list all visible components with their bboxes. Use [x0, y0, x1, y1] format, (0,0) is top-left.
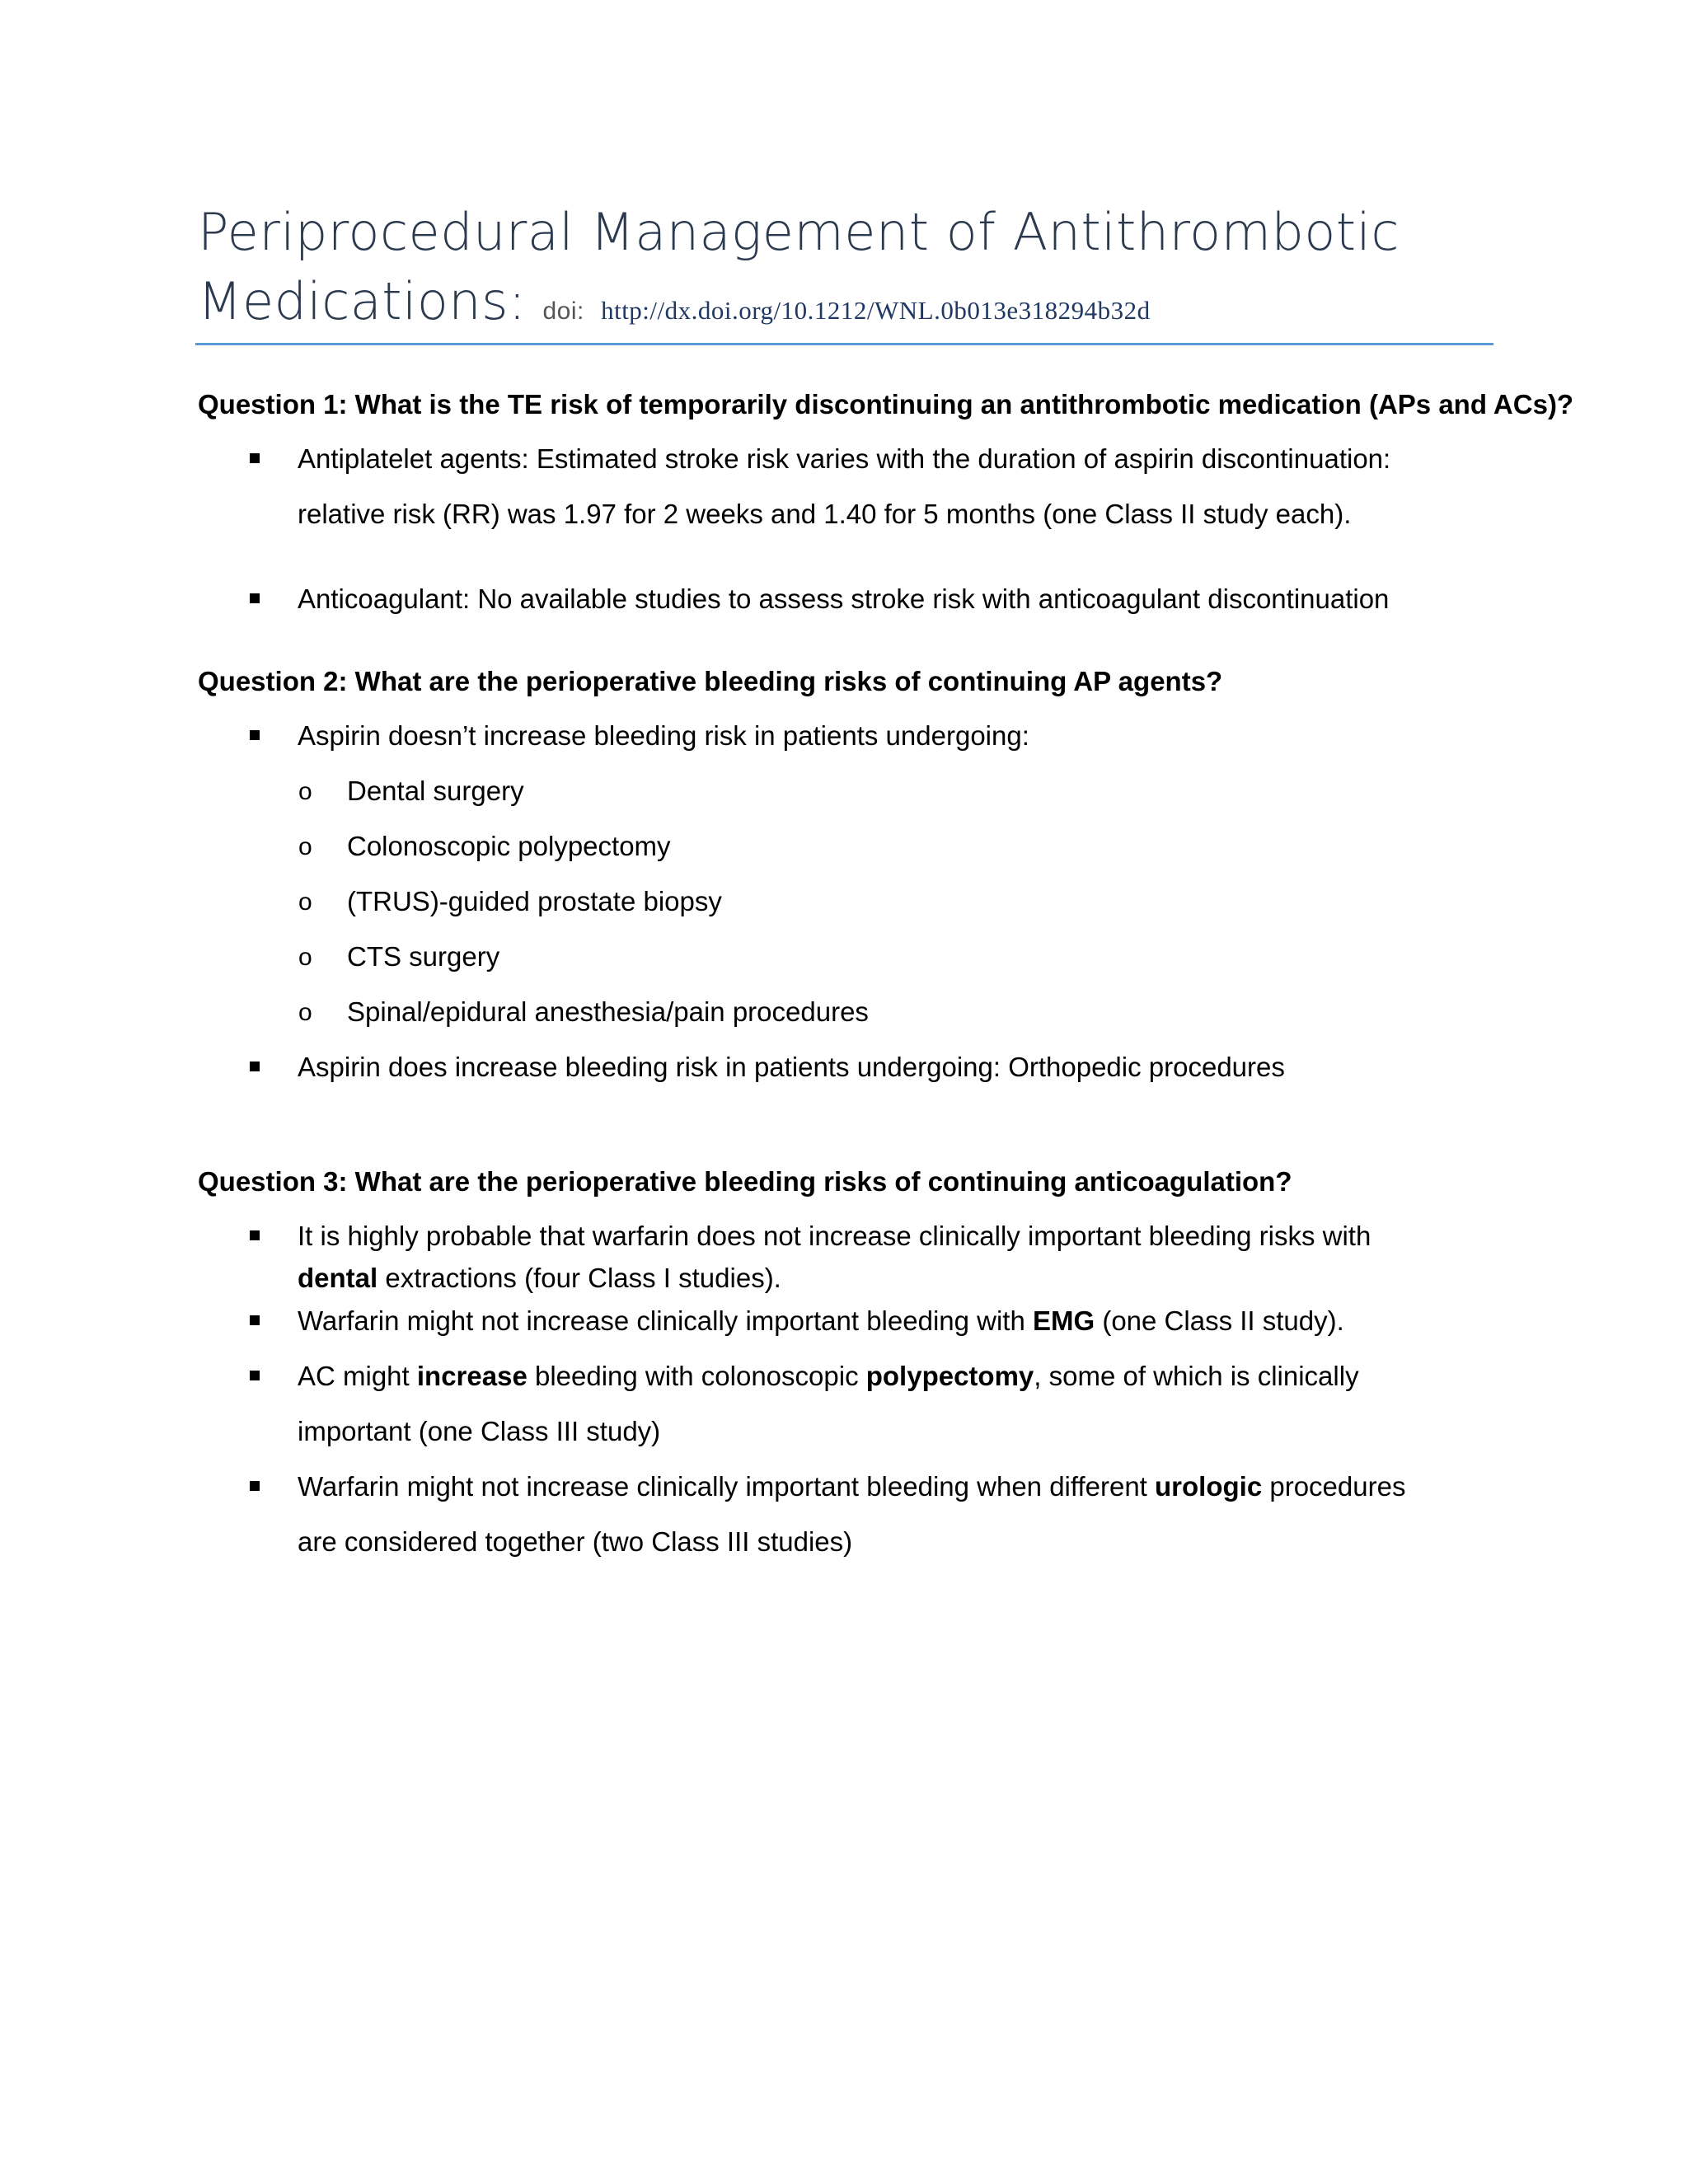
q3-item-3-text-mid: bleeding with colonoscopic [527, 1361, 866, 1391]
q3-item-1-line-2 [298, 1263, 781, 1294]
circle-bullet-icon: o [298, 944, 312, 971]
q1-item-1-line-2: relative risk (RR) was 1.97 for 2 weeks and 1.40 for 5 months (one Class II study each). [298, 499, 1352, 529]
q3-item-1-line-1: It is highly probable that warfarin does not increase clinically important bleeding risks with [298, 1221, 1372, 1251]
square-bullet-icon [250, 1371, 260, 1380]
q3-item-4-text-end: procedures [1262, 1471, 1406, 1502]
square-bullet-icon [250, 1315, 260, 1325]
doi-label: doi: [542, 298, 584, 325]
q2-subitem: CTS surgery [347, 941, 500, 972]
q3-item-3-line-2: important (one Class III study) [298, 1416, 661, 1446]
title-line-2 [198, 267, 1496, 346]
title-medications: Medications: [198, 271, 527, 331]
document-title [198, 198, 1496, 346]
circle-bullet-icon: o [298, 833, 312, 860]
q2-item-2: Aspirin does increase bleeding risk in patients undergoing: Orthopedic procedures [298, 1052, 1285, 1082]
q3-item-2-text-end: (one Class II study). [1095, 1305, 1344, 1336]
square-bullet-icon [250, 593, 260, 603]
q3-item-1-line-2-text: extractions (four Class I studies). [377, 1263, 781, 1293]
question-2-heading: Question 2: What are the perioperative bleeding risks of continuing AP agents? [198, 666, 1223, 696]
bold-emg: EMG [1033, 1305, 1095, 1336]
q2-subitem: Dental surgery [347, 776, 524, 806]
q1-item-1-line-1: Antiplatelet agents: Estimated stroke risk varies with the duration of aspirin discontinuation: [298, 443, 1391, 474]
q1-item-2: Anticoagulant: No available studies to assess stroke risk with anticoagulant discontinuation [298, 583, 1390, 614]
q3-item-3-line-1 [298, 1361, 1359, 1392]
bold-urologic: urologic [1155, 1471, 1263, 1502]
title-underline [195, 343, 1493, 345]
q3-item-4-text: Warfarin might not increase clinically important bleeding when different [298, 1471, 1156, 1502]
circle-bullet-icon: o [298, 999, 312, 1026]
q3-item-4-line-2: are considered together (two Class III studies) [298, 1526, 853, 1557]
square-bullet-icon [250, 453, 260, 463]
circle-bullet-icon: o [298, 778, 312, 805]
circle-bullet-icon: o [298, 888, 312, 916]
question-1-heading: Question 1: What is the TE risk of temporarily discontinuing an antithrombotic medication (APs and ACs)? [198, 389, 1574, 419]
question-3-heading: Question 3: What are the perioperative bleeding risks of continuing anticoagulation? [198, 1166, 1292, 1197]
q3-item-3-text-end: , some of which is clinically [1034, 1361, 1359, 1391]
square-bullet-icon [250, 730, 260, 740]
q2-subitem: (TRUS)-guided prostate biopsy [347, 886, 722, 916]
doi-link[interactable]: http://dx.doi.org/10.1212/WNL.0b013e318294b32d [601, 296, 1151, 325]
q3-item-3-text: AC might [298, 1361, 417, 1391]
square-bullet-icon [250, 1062, 260, 1071]
square-bullet-icon [250, 1230, 260, 1240]
q2-subitem: Spinal/epidural anesthesia/pain procedures [347, 996, 869, 1027]
q3-item-2 [298, 1305, 1344, 1337]
bold-polypectomy: polypectomy [865, 1361, 1034, 1391]
q3-item-4-line-1 [298, 1471, 1405, 1502]
square-bullet-icon [250, 1481, 260, 1491]
q2-subitem: Colonoscopic polypectomy [347, 831, 671, 861]
q2-item-1: Aspirin doesn’t increase bleeding risk in patients undergoing: [298, 720, 1029, 751]
bold-dental: dental [298, 1263, 378, 1293]
q3-item-2-text: Warfarin might not increase clinically important bleeding with [298, 1305, 1033, 1336]
title-line-1: Periprocedural Management of Antithrombotic [198, 202, 1400, 262]
bold-increase: increase [416, 1361, 528, 1391]
